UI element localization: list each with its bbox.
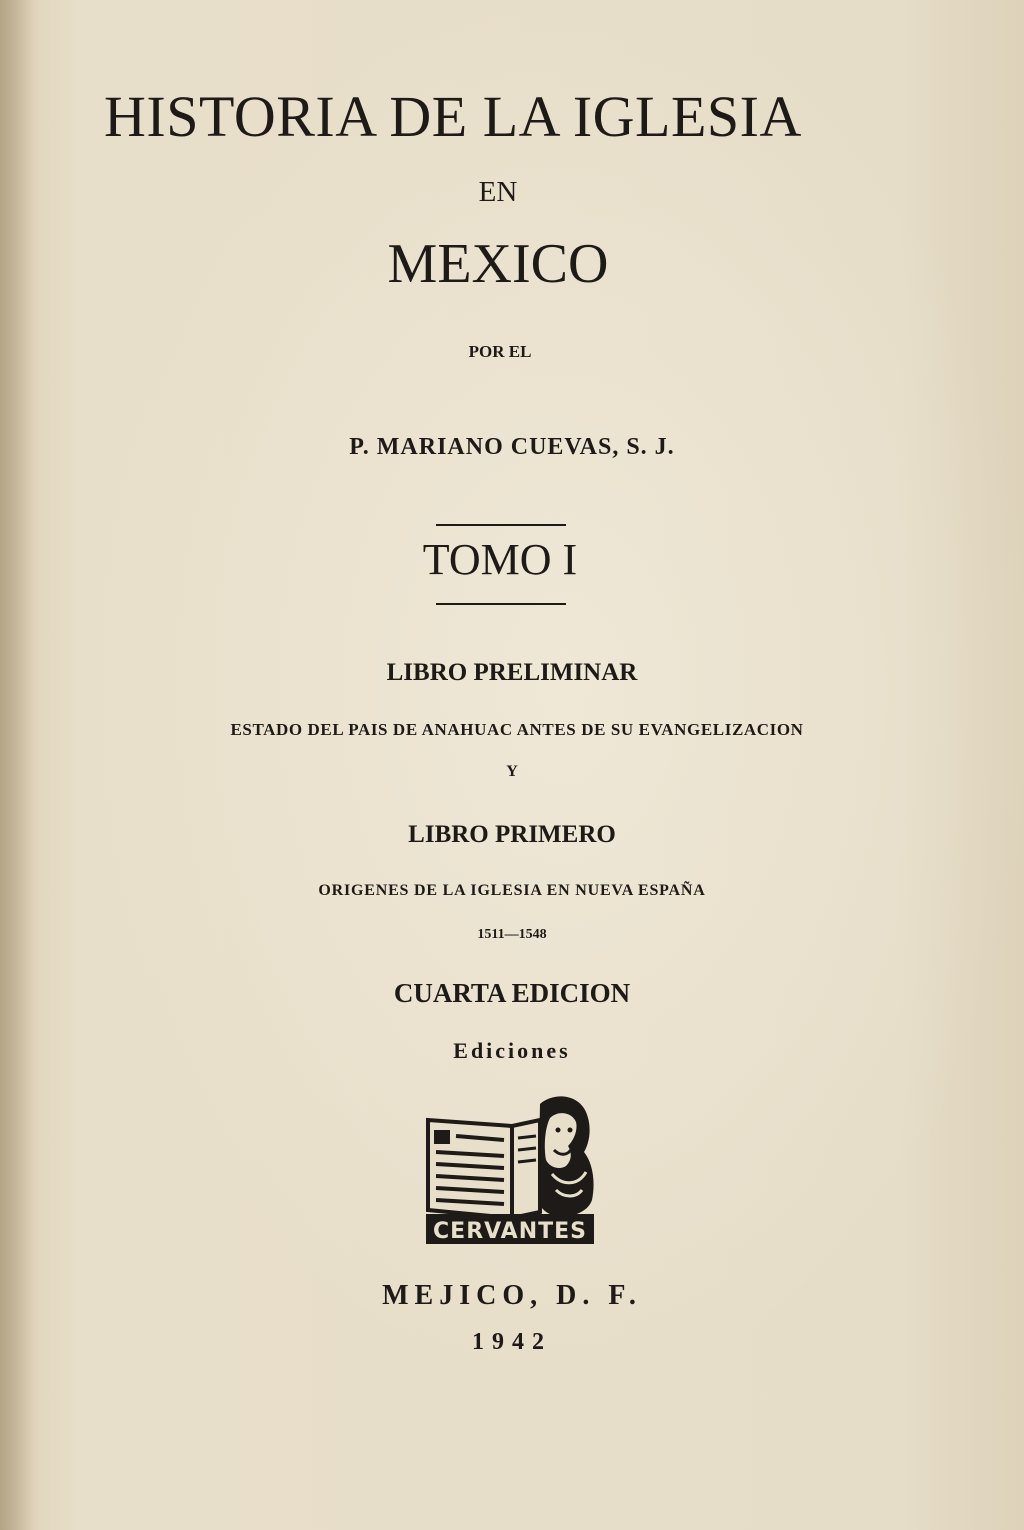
volume-label: TOMO I — [422, 535, 578, 584]
book-primero-subtitle: ORIGENES DE LA IGLESIA EN NUEVA ESPAÑA — [318, 882, 706, 899]
logo-text: CERVANTES — [433, 1219, 587, 1244]
title-connector: EN — [478, 176, 518, 208]
imprint-city: MEJICO, D. F. — [382, 1280, 642, 1311]
edition-label: CUARTA EDICION — [393, 978, 631, 1008]
portrait-icon — [538, 1096, 594, 1216]
author-name: P. MARIANO CUEVAS, S. J. — [349, 434, 675, 460]
publisher-label: Ediciones — [453, 1038, 571, 1063]
books-connector: Y — [506, 763, 518, 780]
byline-prefix: POR EL — [468, 342, 532, 361]
imprint-year: 1942 — [472, 1329, 552, 1355]
book-icon — [428, 1120, 540, 1218]
divider-top — [436, 524, 566, 526]
book-title: HISTORIA DE LA IGLESIA — [104, 84, 802, 149]
book-primero-heading: LIBRO PRIMERO — [408, 821, 616, 848]
book-preliminar-heading: LIBRO PRELIMINAR — [386, 659, 638, 686]
cervantes-logo — [422, 1090, 598, 1246]
divider-bottom — [436, 603, 566, 605]
book-primero-years: 1511—1548 — [477, 927, 547, 942]
title-country: MEXICO — [387, 233, 609, 295]
book-preliminar-subtitle: ESTADO DEL PAIS DE ANAHUAC ANTES DE SU EVANGELIZACION — [230, 720, 804, 739]
